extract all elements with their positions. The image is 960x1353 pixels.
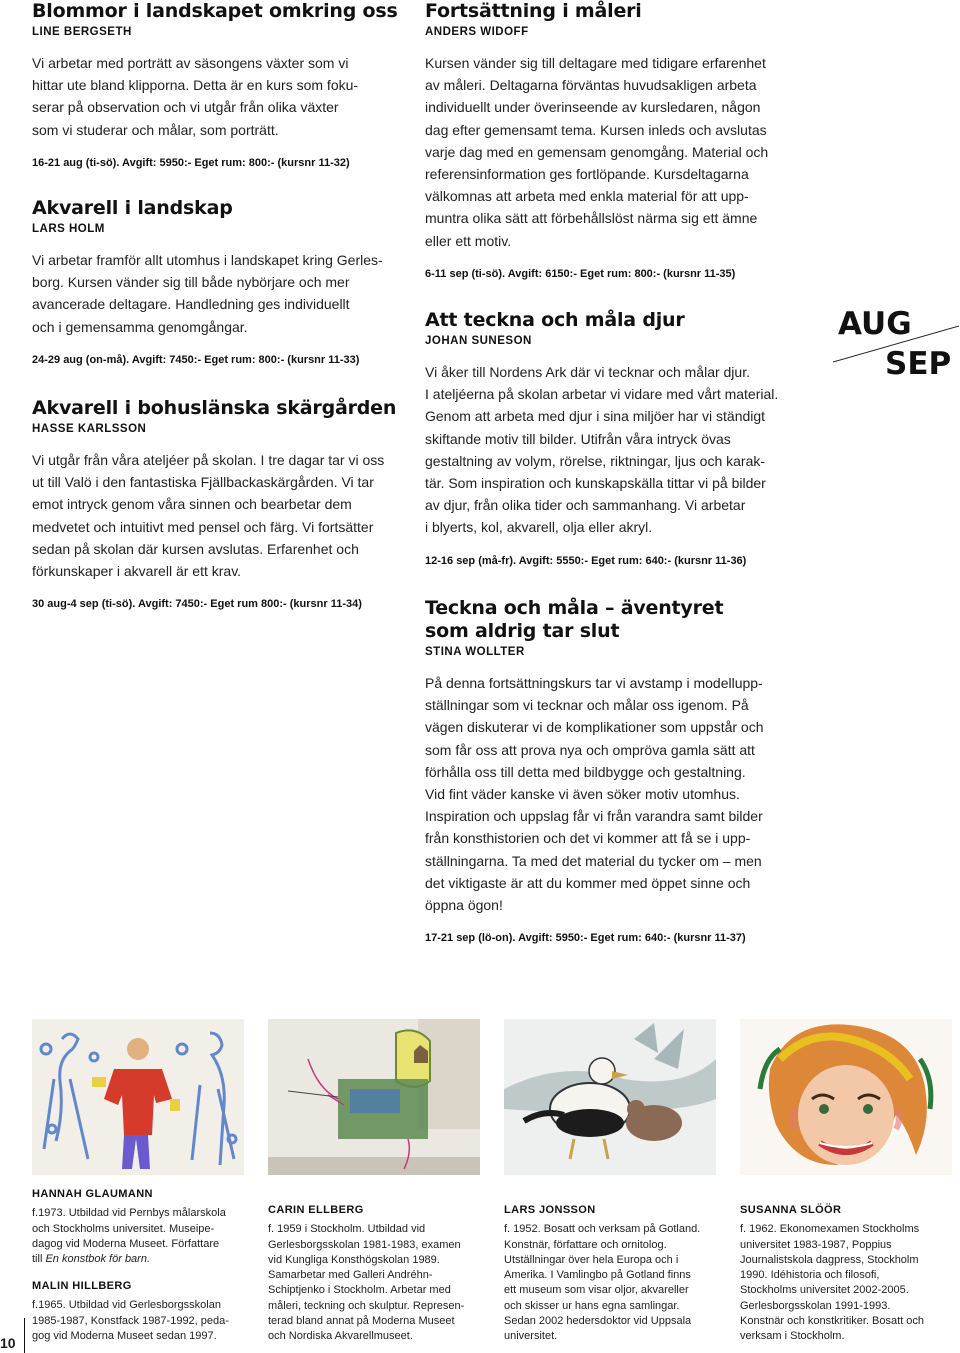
- course-description: På denna fortsättningskurs tar vi avstamp i modellupp- ställningar som vi tecknar och målar oss igenom. På vägen diskuterar vi de komplikationer som uppstår och som får oss att prova nya och ompröva gamla sätt att förhålla oss till detta med bildbygge och gestaltning. Vid fint väder kanske vi även söker motiv utomhus. Inspiration och uppslag får vi från varandra samt bilder från konsthistorien och det vi kommer att få se i upp- ställningarna. Ta med det material du tycker om – men det viktigaste är att du kommer med öppet sinne och öppna ögon!: [425, 675, 764, 914]
- page-number-rule: [24, 1318, 25, 1353]
- course-akvarell-landskap: [32, 197, 407, 367]
- month-divider-line: [833, 322, 959, 364]
- bio-malin-hillberg: [32, 1279, 252, 1344]
- bio-text: [32, 1206, 252, 1267]
- course-description: Vi arbetar med porträtt av säsongens växter som vi hittar ute bland klipporna. Detta är en kurs som foku- serar på observation och vi utgår från olika växter som vi studerar och målar, som porträtt.: [32, 55, 359, 138]
- course-title-line1: Teckna och måla – äventyret: [425, 597, 724, 619]
- course-title-line2: som aldrig tar slut: [425, 620, 620, 642]
- course-meta: 12-16 sep (må-fr). Avgift: 5550:- Eget rum: 640:- (kursnr 11-36): [425, 554, 747, 567]
- artwork-glaumann-hillberg: [32, 1019, 244, 1175]
- bio-text: f. 1952. Bosatt och verksam på Gotland. Konstnär, författare och ornitolog. Utställningar över hela Europa och i Amerika. I Vamlingbo på Gotland finns ett museum som visar oljor, akvareller och skisser ur hans egna samlingar. Sedan 2002 hedersdoktor vid Uppsala universitet.: [504, 1223, 701, 1343]
- month-aug: AUG: [838, 306, 912, 342]
- course-description: Kursen vänder sig till deltagare med tidigare erfarenhet av måleri. Deltagarna förväntas huvudsakligen arbeta individuellt under överinseende av kursledaren, någon dag efter gemensamt tema. Kursen inleds och avslutas varje dag med en gemensam genomgång. Material och referensinformation ges fortlöpande. Kursdeltagarna välkomnas att arbeta med enkla material för att upp- muntra olika sätt att förbehållslöst närma sig ett ämne eller ett motiv.: [425, 55, 769, 249]
- bio-name: LARS JONSSON: [504, 1204, 596, 1216]
- course-title: Att teckna och måla djur: [425, 309, 685, 331]
- bio-text: f. 1962. Ekonomexamen Stockholms universitet 1983-1987, Poppius Journalistskola dagpress, Stockholm 1990. Idéhistoria och filosofi, Stockholms universitet 2002-2005. Gerlesborgsskolan 1991-1993. Konstnär och konstkritiker. Bosatt och verksam i Stockholm.: [740, 1223, 925, 1343]
- bio-name: SUSANNA SLÖÖR: [740, 1204, 842, 1216]
- artwork-ellberg: [268, 1019, 480, 1175]
- course-teckna-djur: [425, 309, 800, 568]
- artwork-sloor: [740, 1019, 952, 1175]
- course-title: Akvarell i landskap: [32, 197, 233, 219]
- course-description: Vi åker till Nordens Ark där vi tecknar och målar djur. I ateljéerna på skolan arbetar vi vidare med vårt material. Genom att arbeta med djur i sina miljöer har vi ständigt skiftande motiv till bilder. Utifrån våra intryck övas gestaltning av volym, rörelse, riktningar, ljus och karak- tär. Som inspiration och kunskapskälla tittar vi på bilder av djur, från olika tider och sammanhang. Vi arbetar i blyerts, kol, akvarell, olja eller akryl.: [425, 364, 779, 536]
- artwork-jonsson: [504, 1019, 716, 1175]
- course-author: HASSE KARLSSON: [32, 423, 147, 435]
- course-akvarell-bohuslan: [32, 397, 407, 611]
- course-description: Vi arbetar framför allt utomhus i landskapet kring Gerles- borg. Kursen vänder sig till både nybörjare och mer avancerade deltagare. Handledning ges individuellt och i gemensamma genomgångar.: [32, 252, 383, 335]
- course-author: ANDERS WIDOFF: [425, 26, 529, 38]
- bio-lars-jonsson: [504, 1203, 724, 1345]
- bio-carin-ellberg: [268, 1203, 488, 1345]
- course-author: LARS HOLM: [32, 223, 105, 235]
- page-number: 10: [0, 1335, 16, 1351]
- course-title: Fortsättning i måleri: [425, 0, 642, 22]
- course-meta: 16-21 aug (ti-sö). Avgift: 5950:- Eget rum: 800:- (kursnr 11-32): [32, 156, 350, 169]
- course-title: [425, 597, 800, 643]
- bio-text: f. 1959 i Stockholm. Utbildad vid Gerlesborgsskolan 1981-1983, examen vid Kungliga Konsthögskolan 1989. Samarbetar med Galleri Andréhn- Schiptjenko i Stockholm. Arbetar med måleri, teckning och skulptur. Represen- terad bland annat på Moderna Museet och Nordiska Akvarellmuseet.: [268, 1223, 465, 1343]
- course-author: LINE BERGSETH: [32, 26, 132, 38]
- bio-name: MALIN HILLBERG: [32, 1280, 132, 1292]
- month-sep: SEP: [885, 346, 952, 382]
- bio-text: f.1965. Utbildad vid Gerlesborgsskolan 1985-1987, Konstfack 1987-1992, peda- gog vid Moderna Museet sedan 1997.: [32, 1299, 229, 1342]
- bio-book-title: En konstbok för barn.: [45, 1253, 151, 1266]
- bio-susanna-sloor: [740, 1203, 955, 1345]
- course-description: Vi utgår från våra ateljéer på skolan. I tre dagar tar vi oss ut till Valö i den fantastiska Fjällbackaskärgården. Vi tar emot intryck genom våra sinnen och bearbetar dem medvetet och intuitivt med pensel och färg. Vi fortsätter sedan på skolan där kursen avslutas. Erfarenhet och förkunskaper i akvarell är ett krav.: [32, 452, 385, 580]
- bio-name: HANNAH GLAUMANN: [32, 1188, 153, 1200]
- bio-text-main: f.1973. Utbildad vid Pernbys målarskola och Stockholms universitet. Museipe- dagog vid Moderna Museet. Författare till: [32, 1207, 226, 1266]
- course-teckna-aventyret: [425, 597, 800, 945]
- course-meta: 17-21 sep (lö-on). Avgift: 5950:- Eget rum: 640:- (kursnr 11-37): [425, 932, 746, 945]
- course-meta: 24-29 aug (on-må). Avgift: 7450:- Eget rum: 800:- (kursnr 11-33): [32, 353, 360, 366]
- course-meta: 6-11 sep (ti-sö). Avgift: 6150:- Eget rum: 800:- (kursnr 11-35): [425, 267, 736, 280]
- course-title: Akvarell i bohuslänska skärgården: [32, 397, 397, 419]
- bio-name: CARIN ELLBERG: [268, 1204, 364, 1216]
- course-author: STINA WOLLTER: [425, 646, 525, 658]
- course-author: JOHAN SUNESON: [425, 335, 532, 347]
- course-fortsattning-maleri: [425, 0, 800, 281]
- course-title: Blommor i landskapet omkring oss: [32, 0, 398, 22]
- course-meta: 30 aug-4 sep (ti-sö). Avgift: 7450:- Eget rum 800:- (kursnr 11-34): [32, 598, 362, 611]
- course-blommor: [32, 0, 407, 170]
- bio-hannah-glaumann: [32, 1187, 252, 1267]
